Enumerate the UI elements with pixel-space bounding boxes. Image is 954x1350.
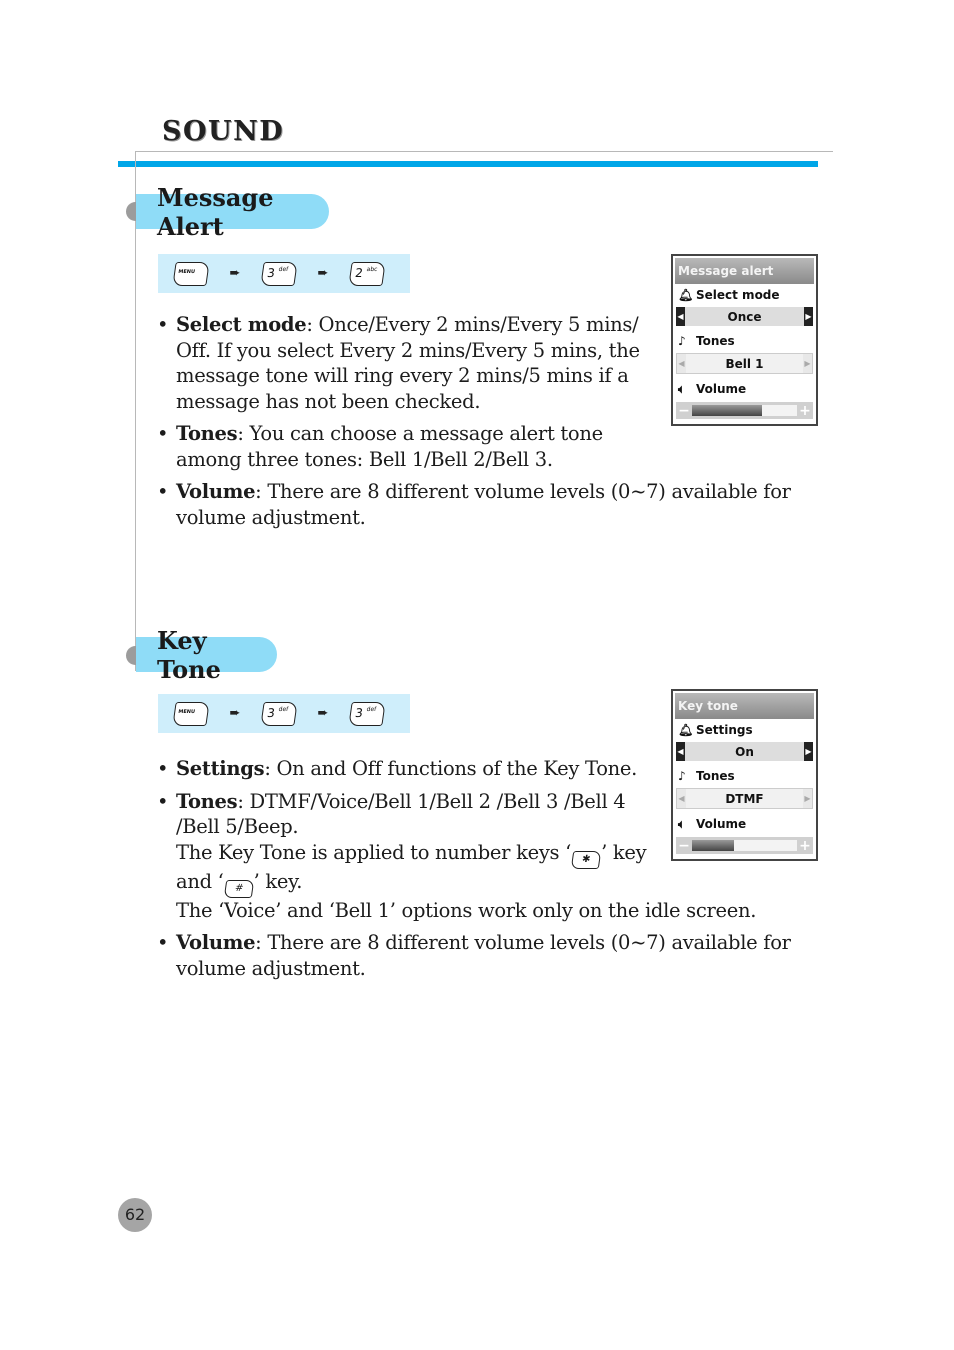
star-key-icon: ✱	[571, 851, 602, 869]
music-note-icon: ♪	[678, 769, 686, 783]
screen-volume-bar	[676, 402, 813, 419]
screen-row-select-mode: 🔔︎ Select mode	[675, 284, 814, 306]
hash-key-icon: #	[223, 880, 254, 898]
screen-row-tones: ♪ Tones	[675, 765, 814, 787]
key-3-icon: 3 def	[260, 262, 297, 286]
arrow-left-icon: ◀	[677, 789, 686, 808]
speaker-icon: 🔈︎	[678, 817, 686, 831]
bullet-tones: • Tones: You can choose a message alert tone among three tones: Bell 1/Bell 2/Bell 3.	[157, 422, 603, 471]
arrow-left-icon: ◀	[676, 307, 685, 326]
screen-volume-bar	[676, 837, 813, 854]
phone-screen-message-alert	[671, 254, 818, 426]
screen-select-mode-value: ◀ Once ▶	[676, 307, 813, 326]
section-heading-label: Key Tone	[157, 625, 221, 684]
section-heading-label: Message Alert	[157, 182, 274, 241]
page-title: SOUND	[162, 116, 285, 147]
screen-row-volume: 🔈︎ Volume	[675, 813, 814, 835]
header-divider-accent	[118, 161, 818, 167]
arrow-left-icon: ◀	[676, 742, 685, 761]
arrow-right-icon: ▶	[803, 354, 812, 373]
screen-title: Message alert	[675, 258, 814, 284]
bell-icon: 🔔︎	[678, 723, 694, 737]
bullet-tones: • Tones: DTMF/Voice/Bell 1/Bell 2 /Bell 3 /Bell 4 /Bell 5/Beep. The Key Tone is applied to number keys ‘ ✱ ’ key and ‘ # ’ key. The ‘Voice’ and ‘Bell 1’ options work only on the idle screen.	[157, 789, 757, 922]
arrow-right-icon: ▶	[804, 742, 813, 761]
plus-icon: +	[799, 402, 811, 419]
screen-row-settings: 🔔︎ Settings	[675, 719, 814, 741]
minus-icon: −	[678, 402, 690, 419]
arrow-right-icon: ➨	[317, 266, 329, 281]
bullet-select-mode: • Select mode: Once/Every 2 mins/Every 5 mins/ Off. If you select Every 2 mins/Every 5 mins, the message tone will ring every 2 mins/5 mins if a message has not been checked.	[157, 313, 640, 413]
key-sequence-key-tone	[158, 694, 410, 733]
bullet-settings: • Settings: On and Off functions of the Key Tone.	[157, 757, 638, 780]
key-sequence-message-alert	[158, 254, 410, 293]
bullet-volume: • Volume: There are 8 different volume levels (0~7) available for volume adjustment.	[157, 480, 791, 529]
page-number: 62	[118, 1198, 152, 1232]
phone-screen-key-tone	[671, 689, 818, 861]
arrow-right-icon: ➨	[317, 706, 329, 721]
speaker-icon: 🔈︎	[678, 382, 686, 396]
arrow-right-icon: ▶	[803, 789, 812, 808]
volume-fill	[692, 840, 734, 851]
screen-settings-value: ◀ On ▶	[676, 742, 813, 761]
key-3-icon: 3 def	[348, 702, 385, 726]
screen-tones-value: ◀ Bell 1 ▶	[676, 353, 813, 374]
menu-key-icon: MENU	[172, 262, 209, 286]
screen-title: Key tone	[675, 693, 814, 719]
arrow-right-icon: ➨	[229, 266, 241, 281]
key-2-icon: 2 abc	[348, 262, 385, 286]
volume-fill	[692, 405, 762, 416]
section-heading-message-alert	[136, 182, 329, 241]
bell-icon: 🔔︎	[678, 288, 694, 302]
screen-row-volume: 🔈︎ Volume	[675, 378, 814, 400]
music-note-icon: ♪	[678, 334, 686, 348]
left-margin-rule	[135, 151, 136, 671]
minus-icon: −	[678, 837, 690, 854]
bullet-volume: • Volume: There are 8 different volume levels (0~7) available for volume adjustment.	[157, 931, 791, 980]
plus-icon: +	[799, 837, 811, 854]
key-3-icon: 3 def	[260, 702, 297, 726]
arrow-right-icon: ➨	[229, 706, 241, 721]
screen-tones-value: ◀ DTMF ▶	[676, 788, 813, 809]
screen-row-tones: ♪ Tones	[675, 330, 814, 352]
menu-key-icon: MENU	[172, 702, 209, 726]
arrow-left-icon: ◀	[677, 354, 686, 373]
arrow-right-icon: ▶	[804, 307, 813, 326]
section-heading-key-tone	[136, 625, 277, 684]
header-divider-thin	[136, 151, 833, 152]
